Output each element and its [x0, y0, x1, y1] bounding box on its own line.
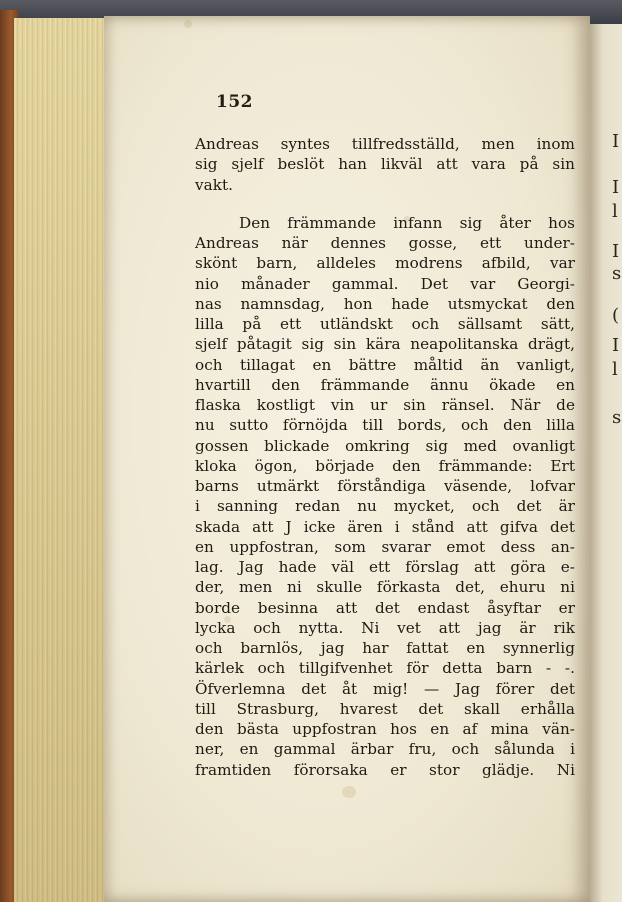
text-line: nu sutto förnöjda till bords, och den lilla: [195, 416, 575, 435]
facing-page-letter: s: [612, 263, 622, 284]
text-line: barns utmärkt förståndiga väsende, lofvar: [195, 477, 575, 495]
text-line: sig sjelf beslöt han likväl att vara på sin: [195, 155, 575, 174]
body-text: [195, 134, 575, 780]
facing-page-letter: s: [612, 407, 622, 428]
text-line: skönt barn, alldeles modrens afbild, var: [195, 254, 575, 273]
text-line: lycka och nytta. Ni vet att jag är rik: [195, 618, 575, 637]
text-line: borde besinna att det endast åsyftar er: [195, 598, 575, 617]
facing-page-letter: I: [612, 241, 620, 262]
facing-page-letter: l: [612, 359, 618, 380]
text-line: lilla på ett utländskt och sällsamt sätt,: [195, 315, 575, 333]
text-line: kärlek och tillgifvenhet för detta barn - -.: [195, 659, 575, 678]
text-line: hvartill den främmande ännu ökade en: [195, 375, 575, 394]
text-line: och barnlös, jag har fattat en synnerlig: [195, 639, 575, 657]
text-line: till Strasburg, hvarest det skall erhålla: [195, 699, 575, 718]
text-line: i sanning redan nu mycket, och det är: [195, 497, 575, 516]
facing-page-letter: I: [612, 131, 620, 152]
facing-page-letter: I: [612, 177, 620, 198]
text-line: vakt.: [195, 175, 234, 194]
facing-page-letter: (: [612, 305, 620, 326]
text-line: kloka ögon, började den främmande: Ert: [195, 456, 575, 475]
text-line: nio månader gammal. Det var Georgi-: [195, 274, 575, 293]
text-line: Andreas syntes tillfredsställd, men inom: [195, 135, 575, 153]
text-line: nas namnsdag, hon hade utsmyckat den: [195, 294, 575, 313]
text-line: lag. Jag hade väl ett förslag att göra e-: [195, 558, 575, 576]
text-line: den bästa uppfostran hos en af mina vän-: [195, 720, 575, 738]
foxing-spot: [184, 20, 192, 28]
text-line: och tillagat en bättre måltid än vanligt,: [195, 355, 575, 374]
page-stack-edge: [14, 18, 107, 902]
text-line: en uppfostran, som svarar emot dess an-: [195, 537, 575, 556]
paragraph: [195, 134, 575, 195]
foxing-spot: [342, 786, 356, 798]
text-line: Den främmande infann sig åter hos: [239, 213, 575, 232]
paragraph: [195, 213, 575, 780]
text-line: der, men ni skulle förkasta det, ehuru ni: [195, 578, 575, 597]
facing-page-edge: [590, 24, 622, 902]
text-line: skada att J icke ären i stånd att gifva det: [195, 517, 575, 536]
page-number: 152: [216, 92, 253, 112]
text-line: framtiden förorsaka er stor glädje. Ni: [195, 760, 575, 779]
facing-page-letter: I: [612, 335, 620, 356]
facing-page-letter: l: [612, 201, 618, 222]
text-line: Öfverlemna det åt mig! — Jag förer det: [195, 679, 575, 698]
text-line: ner, en gammal ärbar fru, och sålunda i: [195, 740, 575, 759]
book-page: [104, 16, 590, 902]
text-line: sjelf påtagit sig sin kära neapolitanska drägt,: [195, 335, 575, 354]
paragraph-gap: [195, 195, 575, 213]
text-line: Andreas när dennes gosse, ett under-: [195, 234, 575, 252]
text-line: flaska kostligt vin ur sin ränsel. När de: [195, 396, 575, 414]
text-line: gossen blickade omkring sig med ovanligt: [195, 436, 575, 455]
